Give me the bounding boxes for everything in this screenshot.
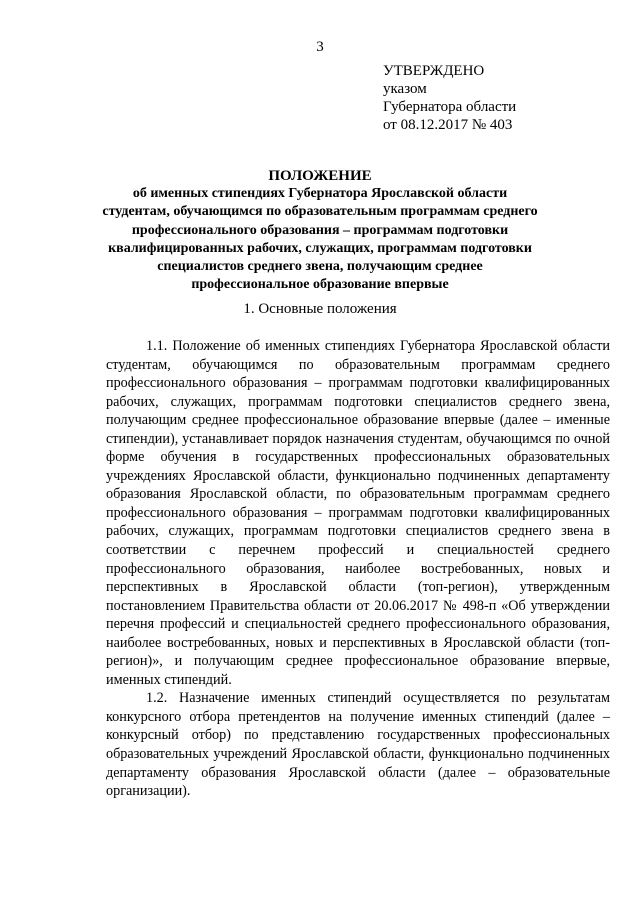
approval-line-approved: УТВЕРЖДЕНО (383, 63, 485, 79)
body-text (106, 337, 610, 801)
paragraph-1-2: 1.2. Назначение именных стипендий осуществляется по результатам конкурсного отбора претендентов на получение именных стипендий (далее – конкурсный отбор) по представлению государственных профессиональных образовательных учреждений Ярославской области, функционально подчиненных департаменту образования Ярославской области (далее – образовательные организации). (106, 690, 610, 800)
approval-stamp (383, 62, 623, 134)
approval-line-decree: указом (383, 81, 427, 97)
title-subtitle: об именных стипендиях Губернатора Ярославской области студентам, обучающимся по образовательным программам среднего профессионального образования – программам подготовки квалифицированных рабочих, служащих, программам подготовки специалистов среднего звена, получающим среднее профессиональное образование впервые (102, 186, 538, 293)
document-title (100, 167, 540, 294)
approval-line-governor: Губернатора области (383, 99, 517, 115)
paragraph-1-1: 1.1. Положение об именных стипендиях Губернатора Ярославской области студентам, обучающимся по образовательным программам среднего профессионального образования – программам подготовки квалифицированных рабочих, служащих, программам подготовки специалистов среднего звена, получающим среднее профессиональное образование впервые (далее – именные стипендии), устанавливает порядок назначения студентам, обучающимся по очной форме обучения в государственных профессиональных образовательных учреждениях Ярославской области, функционально подчиненных департаменту образования Ярославской области, по образовательным программам среднего профессионального образования – программам подготовки квалифицированных рабочих, служащих, программам подготовки специалистов среднего звена в соответствии с перечнем профессий и специальностей среднего профессионального образования, наиболее востребованных, новых и перспективных в Ярославской области (топ-регион), утвержденным постановлением Правительства области от 20.06.2017 № 498-п «Об утверждении перечня профессий и специальностей среднего профессионального образования, наиболее востребованных, новых и перспективных в Ярославской области (топ-регион)», и получающим среднее профессиональное образование впервые, именных стипендий. (106, 338, 610, 688)
page-number: 3 (316, 39, 324, 55)
approval-line-date: от 08.12.2017 № 403 (383, 117, 513, 133)
section-heading: 1. Основные положения (243, 301, 397, 317)
title-main: ПОЛОЖЕНИЕ (268, 168, 372, 184)
